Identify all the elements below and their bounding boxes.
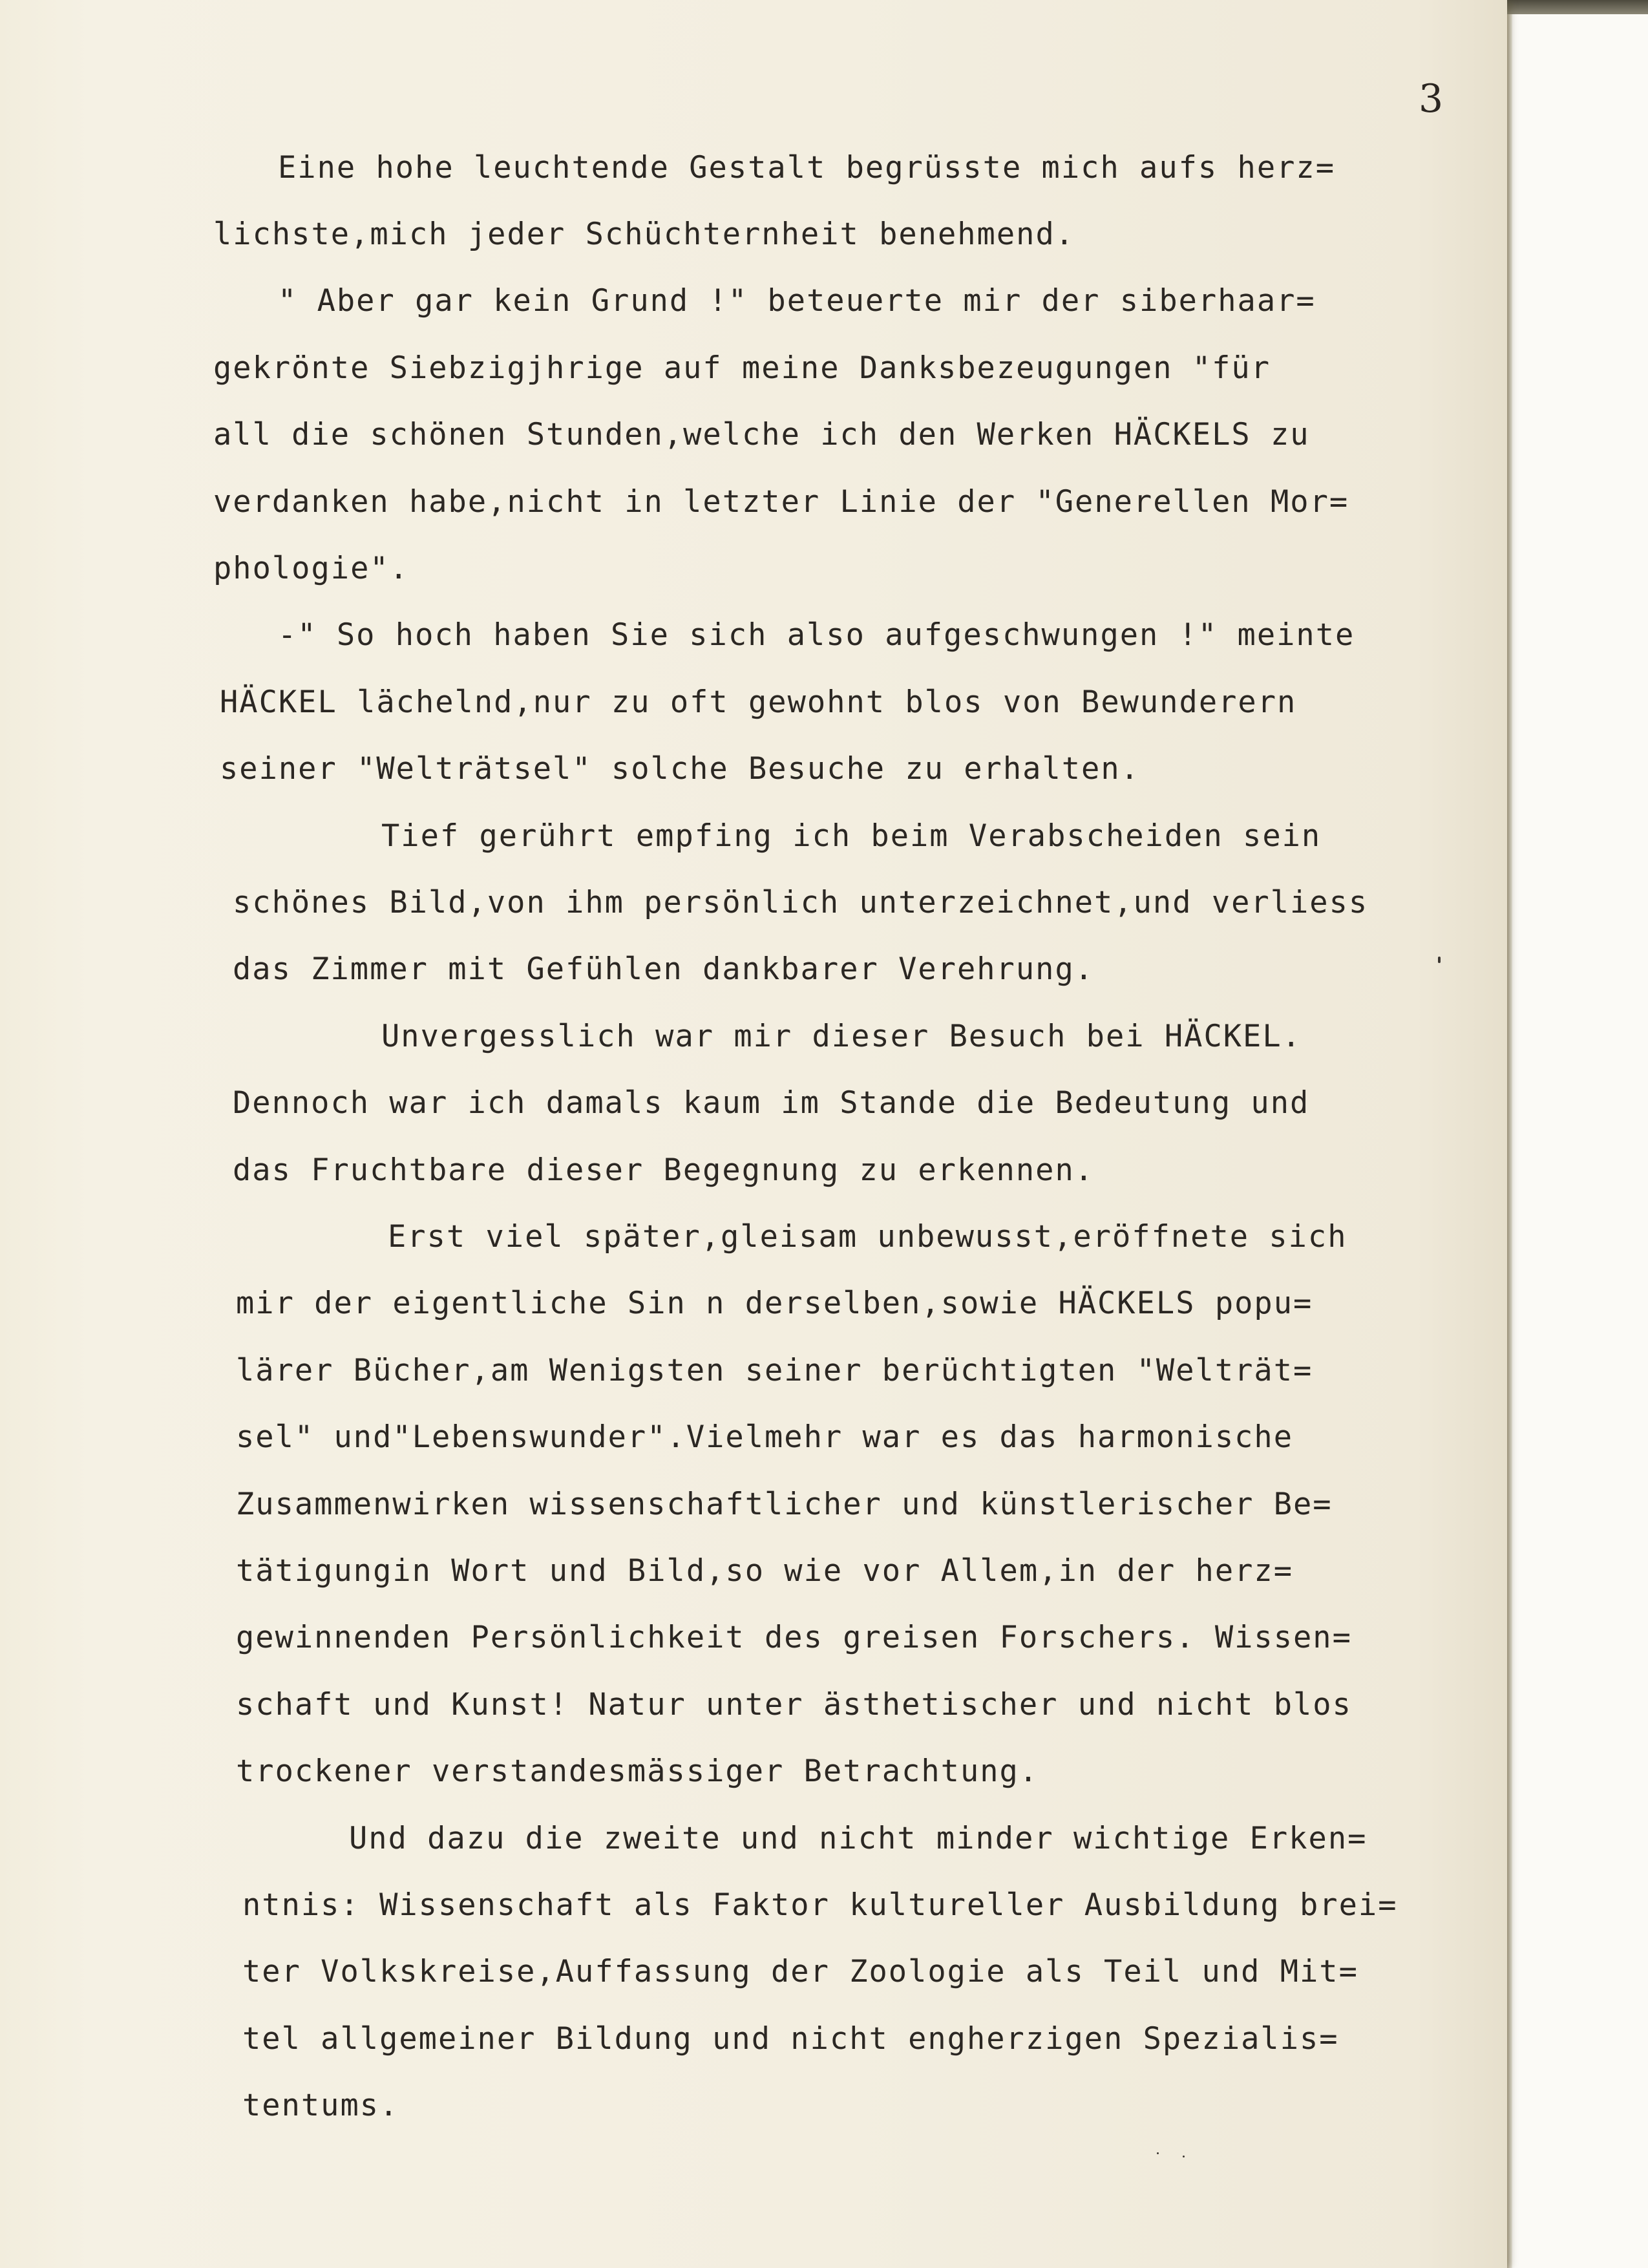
text-line: -" So hoch haben Sie sich also aufgeschwungen !" meinte xyxy=(278,617,1355,653)
text-line: lärer Bücher,am Wenigsten seiner berüchtigten "Welträt= xyxy=(236,1353,1313,1388)
text-line: Dennoch war ich damals kaum im Stande die Bedeutung und xyxy=(233,1085,1310,1121)
text-line: tätigungin Wort und Bild,so wie vor Allem,in der herz= xyxy=(236,1553,1294,1589)
text-line: seiner "Welträtsel" solche Besuche zu erhalten. xyxy=(220,751,1140,787)
text-line: all die schönen Stunden,welche ich den Werken HÄCKELS zu xyxy=(213,417,1310,452)
text-line: Tief gerührt empfing ich beim Verabscheiden sein xyxy=(381,818,1322,854)
paper-edge-shadow xyxy=(1507,0,1512,2268)
text-line: das Fruchtbare dieser Begegnung zu erkennen. xyxy=(233,1152,1095,1188)
text-line: ntnis: Wissenschaft als Faktor kultureller Ausbildung brei= xyxy=(242,1887,1398,1923)
text-line: " Aber gar kein Grund !" beteuerte mir der siberhaar= xyxy=(278,283,1316,319)
scanner-background xyxy=(1507,0,1648,2268)
text-line: Zusammenwirken wissenschaftlicher und künstlerischer Be= xyxy=(236,1487,1333,1522)
paper-speck xyxy=(1157,2152,1159,2154)
text-line: Eine hohe leuchtende Gestalt begrüsste mich aufs herz= xyxy=(278,150,1336,185)
paper-speck xyxy=(1438,957,1441,963)
text-line: gekrönte Siebzigjhrige auf meine Danksbezeugungen "für xyxy=(213,350,1271,386)
text-line: tel allgemeiner Bildung und nicht engherzigen Spezialis= xyxy=(242,2021,1339,2057)
text-line: mir der eigentliche Sin n derselben,sowie HÄCKELS popu= xyxy=(236,1286,1313,1321)
text-line: trockener verstandesmässiger Betrachtung. xyxy=(236,1754,1039,1789)
text-line: gewinnenden Persönlichkeit des greisen Forschers. Wissen= xyxy=(236,1620,1352,1655)
text-line: verdanken habe,nicht in letzter Linie der "Generellen Mor= xyxy=(213,484,1349,520)
text-line: das Zimmer mit Gefühlen dankbarer Verehrung. xyxy=(233,951,1095,987)
text-line: lichste,mich jeder Schüchternheit benehmend. xyxy=(213,217,1075,252)
page-number: 3 xyxy=(1419,76,1444,122)
scanner-corner xyxy=(1507,0,1648,14)
text-line: Und dazu die zweite und nicht minder wichtige Erken= xyxy=(349,1821,1368,1856)
text-line: ter Volkskreise,Auffassung der Zoologie als Teil und Mit= xyxy=(242,1954,1358,1989)
text-line: phologie". xyxy=(213,551,409,586)
text-line: Unvergesslich war mir dieser Besuch bei HÄCKEL. xyxy=(381,1019,1302,1054)
text-line: sel" und"Lebenswunder".Vielmehr war es das harmonische xyxy=(236,1419,1294,1455)
text-line: schaft und Kunst! Natur unter ästhetischer und nicht blos xyxy=(236,1687,1352,1722)
text-line: Erst viel später,gleisam unbewusst,eröffnete sich xyxy=(388,1219,1347,1255)
text-line: tentums. xyxy=(242,2088,399,2123)
text-line: schönes Bild,von ihm persönlich unterzeichnet,und verliess xyxy=(233,885,1369,920)
text-line: HÄCKEL lächelnd,nur zu oft gewohnt blos von Bewunderern xyxy=(220,684,1297,720)
paper-speck xyxy=(1183,2156,1185,2157)
